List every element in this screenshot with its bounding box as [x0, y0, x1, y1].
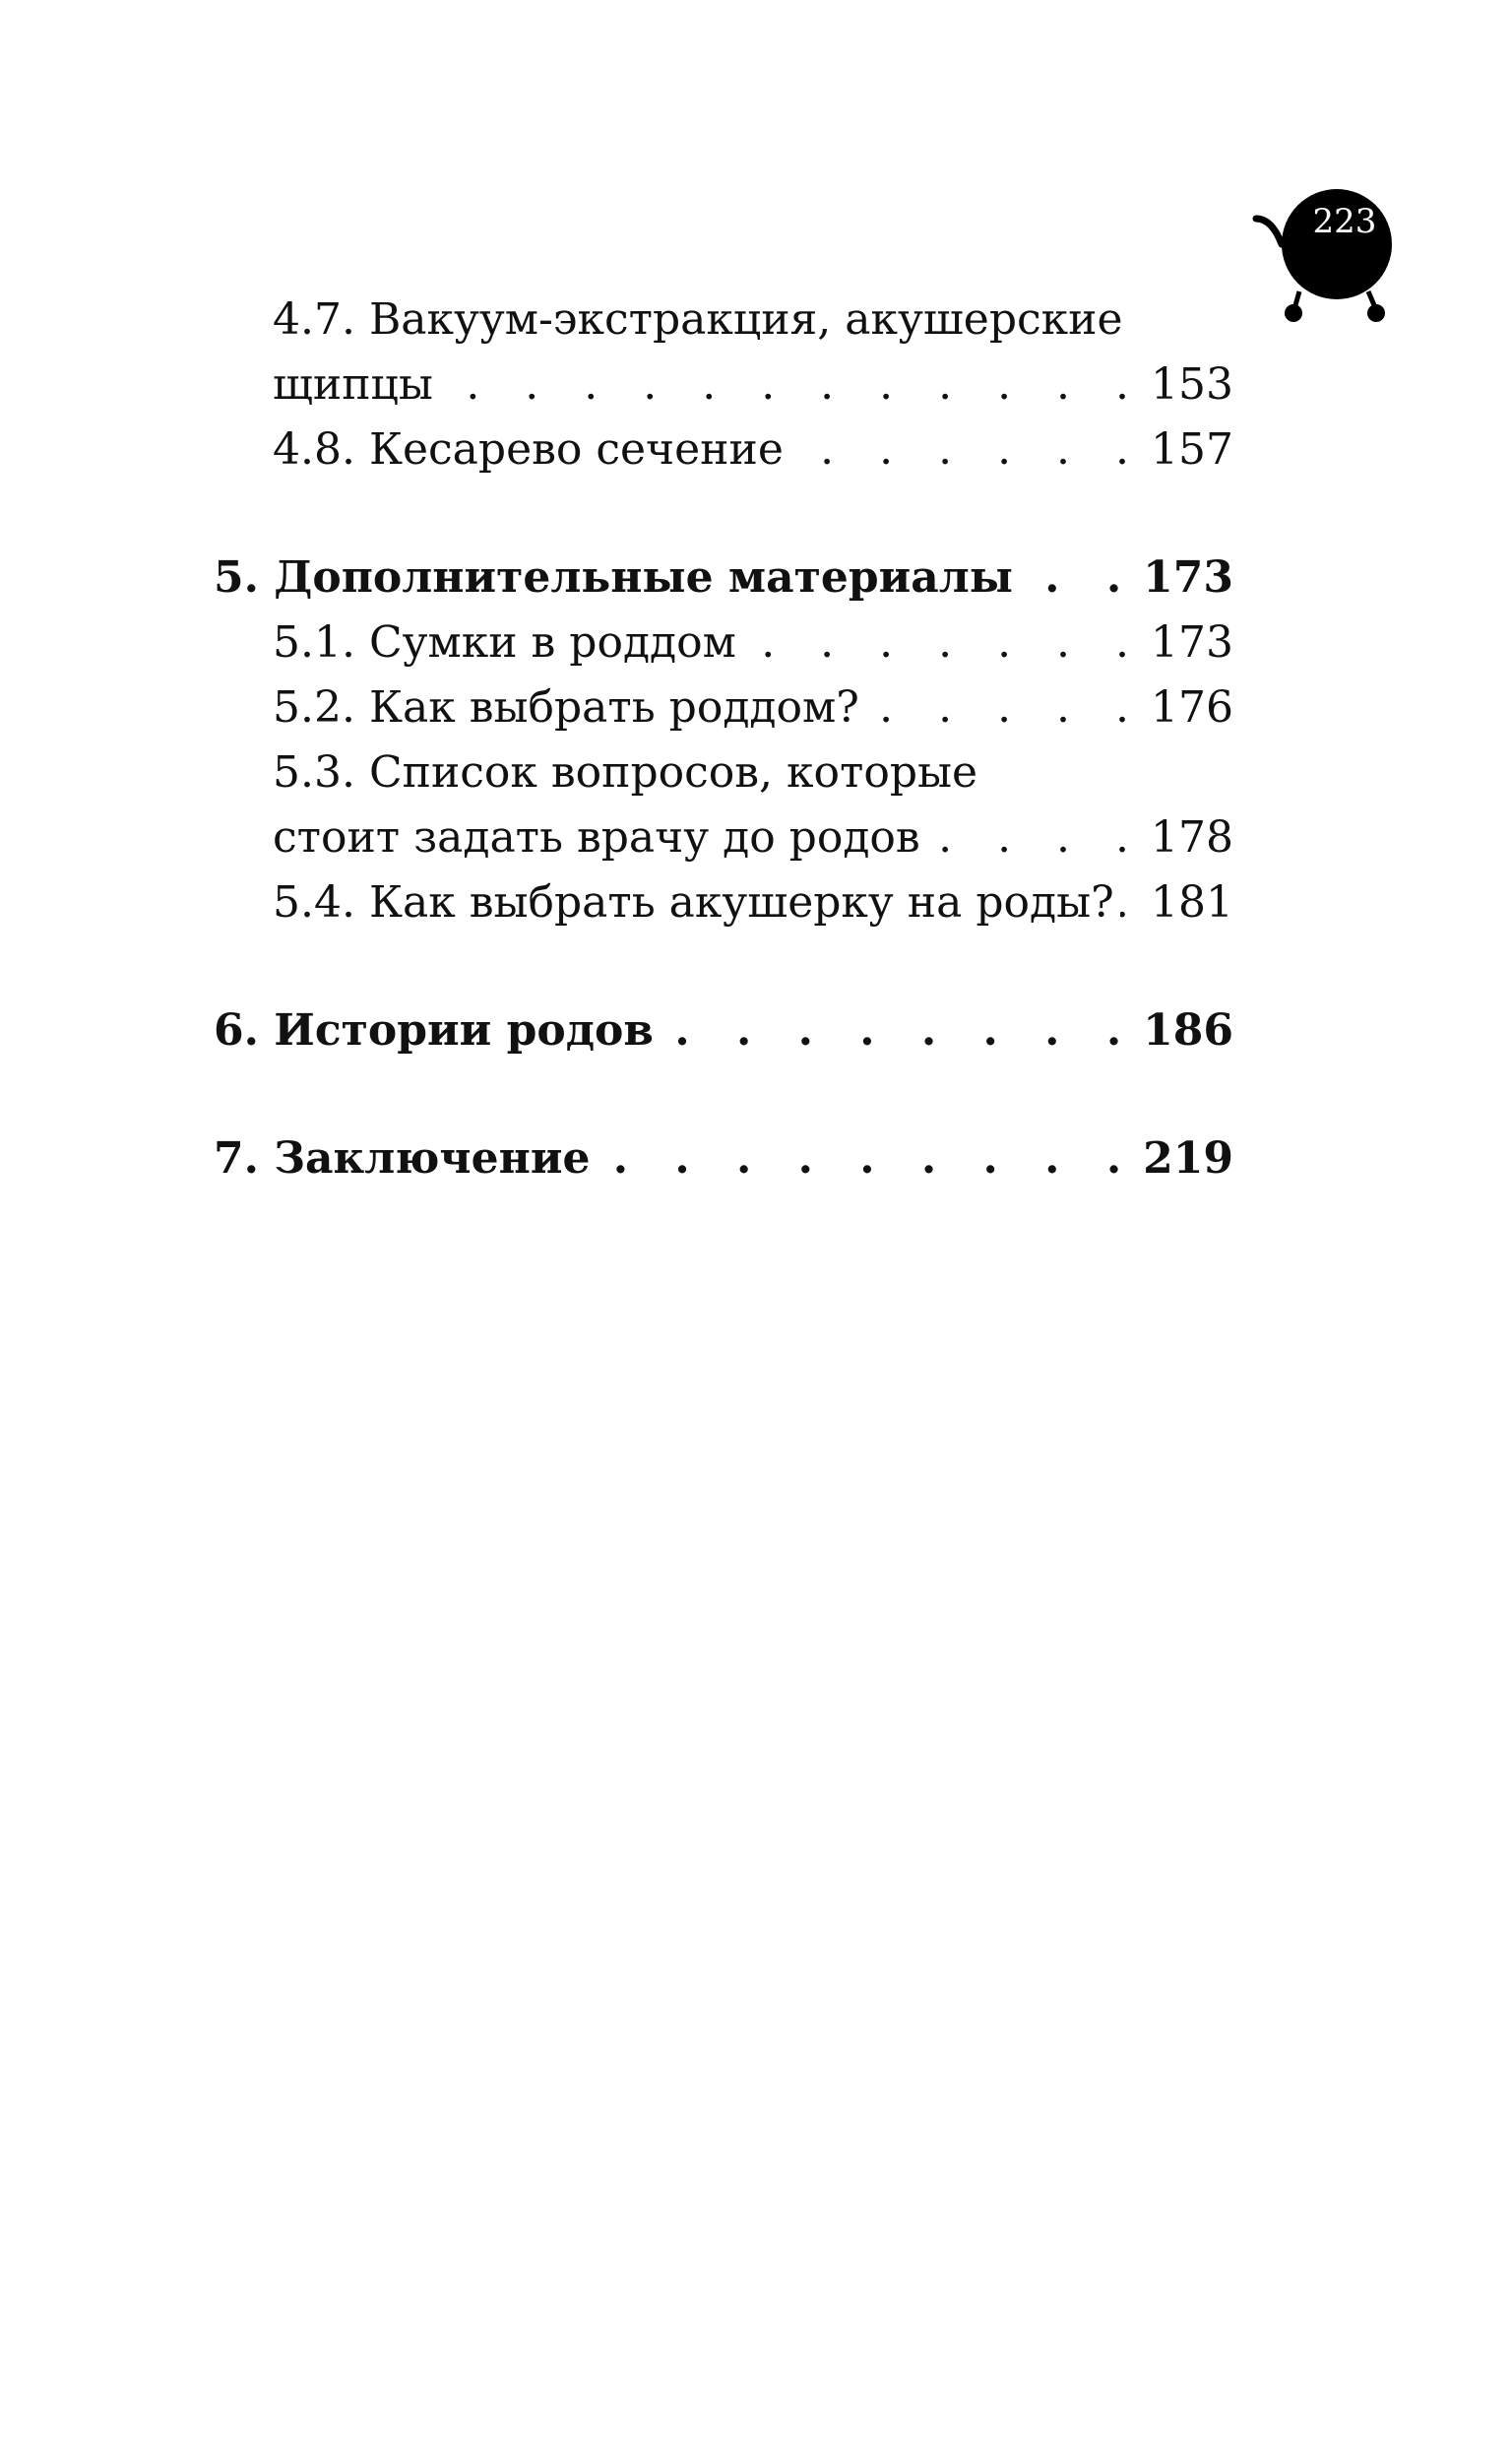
page-number: 223: [1312, 202, 1377, 241]
toc-page-number: 173: [1151, 617, 1233, 668]
dot-leader: [926, 805, 1145, 870]
toc-entry-title: щипцы: [273, 359, 433, 410]
toc-chapter-title: 7. Заключение: [214, 1133, 591, 1184]
toc-entry-title: 5.1. Сумки в роддом: [273, 617, 736, 668]
toc-page-number: 178: [1151, 812, 1233, 863]
toc-entry-title: стоит задать врачу до родов: [273, 812, 920, 863]
toc-page-number: 173: [1143, 552, 1233, 603]
toc-entry-5-1[interactable]: [214, 611, 1233, 675]
dot-leader: [742, 611, 1145, 675]
toc-entry-title: 5.3. Список вопросов, которые: [273, 747, 978, 798]
toc-chapter-6[interactable]: [214, 998, 1233, 1063]
toc-chapter-5[interactable]: [214, 546, 1233, 611]
toc-page-number: 186: [1143, 1005, 1233, 1056]
toc-entry-5-3-line1[interactable]: [214, 740, 1233, 805]
dot-leader: [660, 998, 1137, 1063]
toc-page-number: 219: [1143, 1133, 1233, 1184]
page-number-badge: [1250, 165, 1408, 323]
toc-entry-4-7-line1[interactable]: [214, 288, 1233, 353]
toc-page-number: 176: [1151, 682, 1233, 733]
dot-leader: [439, 353, 1145, 418]
dot-leader: [596, 1126, 1137, 1191]
toc-entry-title: 5.4. Как выбрать акушерку на роды?: [273, 877, 1114, 928]
toc-chapter-title: 6. Истории родов: [214, 1005, 654, 1056]
toc-entry-title: 5.2. Как выбрать роддом?: [273, 682, 859, 733]
dot-leader: [1120, 870, 1145, 935]
dot-leader: [865, 675, 1145, 740]
toc-entry-5-2[interactable]: [214, 675, 1233, 740]
toc-entry-5-3-line2[interactable]: [214, 805, 1233, 870]
toc-chapter-title: 5. Дополнительные материалы: [214, 552, 1013, 603]
toc-entry-title: 4.8. Кесарево сечение: [273, 424, 784, 475]
toc-page-number: 157: [1151, 424, 1233, 475]
toc-entry-5-4[interactable]: [214, 870, 1233, 935]
dot-leader: [1019, 546, 1137, 611]
table-of-contents: [214, 288, 1233, 1191]
toc-chapter-7[interactable]: [214, 1126, 1233, 1191]
toc-page-number: 153: [1151, 359, 1233, 410]
toc-entry-title: 4.7. Вакуум-экстракция, акушерские: [273, 294, 1123, 345]
toc-entry-4-7-line2[interactable]: [214, 353, 1233, 418]
toc-page-number: 181: [1151, 877, 1233, 928]
toc-entry-4-8[interactable]: [214, 418, 1233, 482]
dot-leader: [789, 418, 1145, 482]
baby-carriage-icon: [1250, 165, 1408, 323]
